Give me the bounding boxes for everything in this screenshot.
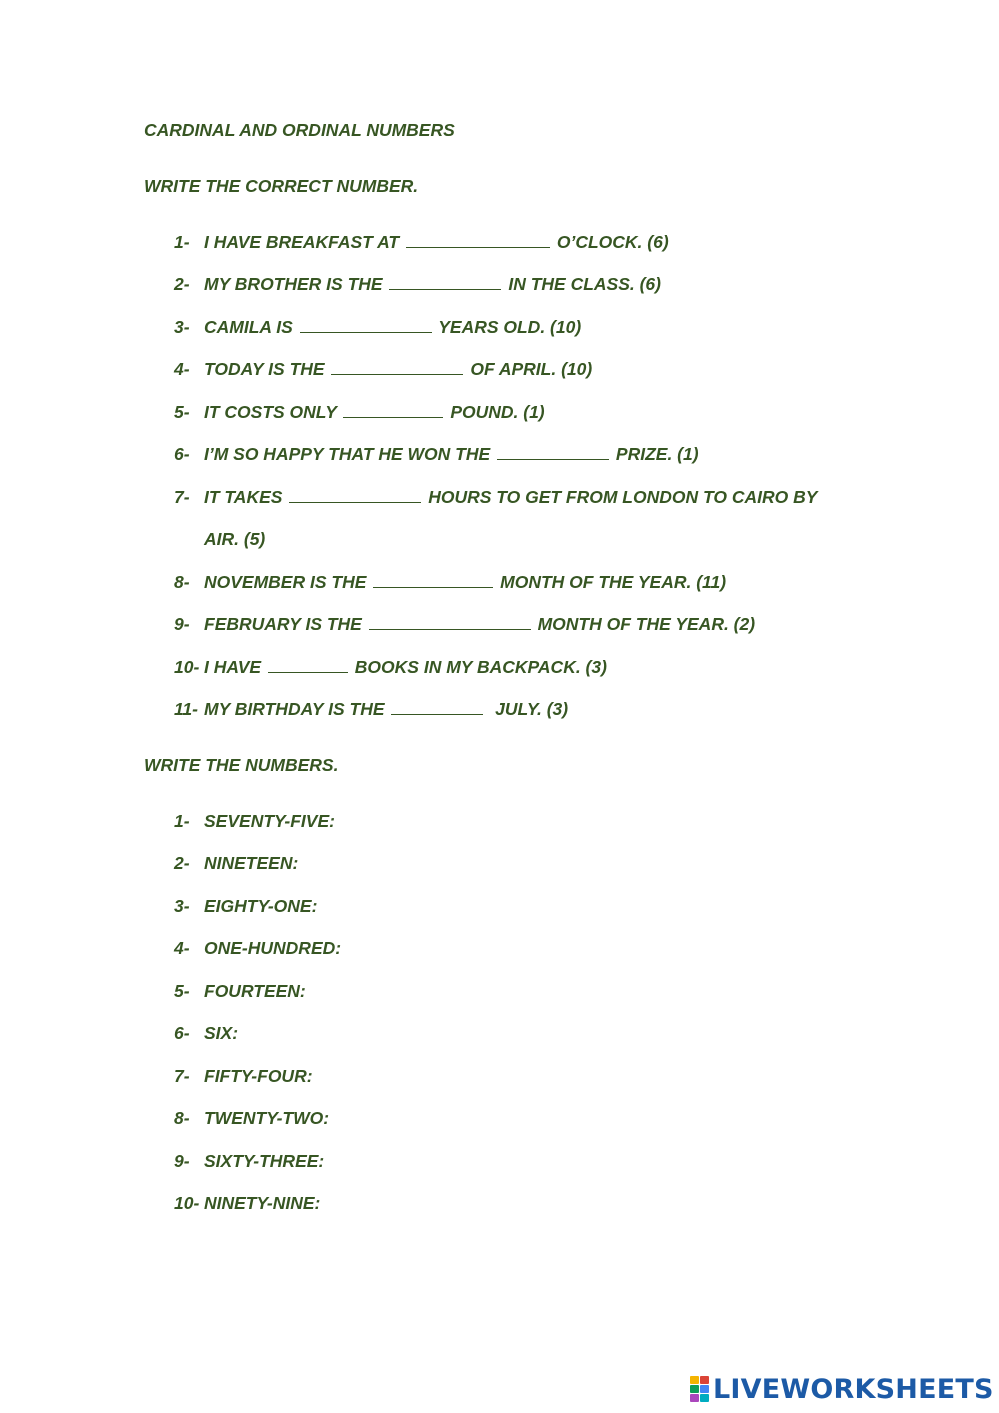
item-number: 1- — [174, 232, 190, 252]
section1-heading: WRITE THE CORRECT NUMBER. — [144, 176, 419, 196]
item-number: 9- — [174, 1151, 190, 1171]
worksheet-title: CARDINAL AND ORDINAL NUMBERS — [144, 120, 455, 140]
logo-block — [690, 1376, 699, 1384]
logo-mark-icon — [690, 1376, 709, 1402]
answer-blank[interactable] — [373, 572, 493, 588]
number-word: FIFTY-FOUR: — [204, 1066, 313, 1086]
answer-blank[interactable] — [289, 487, 421, 503]
item-number: 4- — [174, 938, 190, 958]
item-number: 8- — [174, 1108, 190, 1128]
item-pre: IT TAKES — [204, 487, 283, 507]
item-post: OF APRIL. (10) — [470, 359, 593, 379]
item-number: 10- — [174, 1193, 200, 1213]
item-text — [204, 698, 568, 720]
item-post: POUND. (1) — [450, 402, 545, 422]
item-pre: CAMILA IS — [204, 317, 293, 337]
item-number: 7- — [174, 1066, 190, 1086]
item-pre: MY BROTHER IS THE — [204, 274, 383, 294]
item-post: O’CLOCK. (6) — [556, 232, 669, 252]
answer-blank[interactable] — [300, 317, 432, 333]
item-text — [204, 401, 545, 423]
number-word: NINETY-NINE: — [204, 1193, 321, 1213]
answer-blank[interactable] — [369, 614, 531, 630]
number-word: ONE-HUNDRED: — [204, 938, 342, 958]
item-pre: TODAY IS THE — [204, 359, 325, 379]
answer-blank[interactable] — [343, 402, 443, 418]
item-post: PRIZE. (1) — [615, 444, 699, 464]
item-pre: I HAVE — [204, 657, 262, 677]
item-pre: MY BIRTHDAY IS THE — [204, 699, 385, 719]
item-text — [204, 613, 755, 635]
item-pre: IT COSTS ONLY — [204, 402, 337, 422]
item-text — [204, 316, 581, 338]
number-word: EIGHTY-ONE: — [204, 896, 318, 916]
answer-blank[interactable] — [406, 232, 550, 248]
item-post: JULY. (3) — [495, 699, 569, 719]
item-text — [204, 571, 726, 593]
item-number: 7- — [174, 487, 190, 507]
item-post: IN THE CLASS. (6) — [508, 274, 661, 294]
number-word: NINETEEN: — [204, 853, 299, 873]
item-number: 2- — [174, 274, 190, 294]
logo-block — [690, 1394, 699, 1402]
item-text — [204, 486, 817, 508]
item-post: HOURS TO GET FROM LONDON TO CAIRO BY — [428, 487, 818, 507]
item-text — [204, 443, 699, 465]
section2-heading: WRITE THE NUMBERS. — [144, 755, 339, 775]
item-text — [204, 358, 592, 380]
item-number: 3- — [174, 896, 190, 916]
item-post: YEARS OLD. (10) — [438, 317, 582, 337]
item-number: 5- — [174, 981, 190, 1001]
liveworksheets-logo — [690, 1372, 994, 1406]
item-number: 8- — [174, 572, 190, 592]
item-number: 11- — [174, 699, 198, 719]
item-number: 1- — [174, 811, 190, 831]
number-word: FOURTEEN: — [204, 981, 306, 1001]
number-word: SIX: — [204, 1023, 239, 1043]
answer-blank[interactable] — [391, 699, 483, 715]
item-pre: I’M SO HAPPY THAT HE WON THE — [204, 444, 491, 464]
item-post: MONTH OF THE YEAR. (2) — [537, 614, 756, 634]
number-word: SEVENTY-FIVE: — [204, 811, 335, 831]
logo-block — [690, 1385, 699, 1393]
item-post: MONTH OF THE YEAR. (11) — [500, 572, 727, 592]
logo-block — [700, 1394, 709, 1402]
number-word: SIXTY-THREE: — [204, 1151, 325, 1171]
item-number: 3- — [174, 317, 190, 337]
item-number: 6- — [174, 1023, 190, 1043]
item-number: 5- — [174, 402, 190, 422]
answer-blank[interactable] — [389, 274, 501, 290]
item-post: BOOKS IN MY BACKPACK. (3) — [354, 657, 607, 677]
item-pre: I HAVE BREAKFAST AT — [204, 232, 400, 252]
item-pre: FEBRUARY IS THE — [204, 614, 362, 634]
logo-block — [700, 1376, 709, 1384]
item-number: 2- — [174, 853, 190, 873]
answer-blank[interactable] — [497, 444, 609, 460]
item-number: 10- — [174, 657, 200, 677]
item-continuation: AIR. (5) — [204, 529, 266, 549]
logo-block — [700, 1385, 709, 1393]
item-number: 9- — [174, 614, 190, 634]
item-text — [204, 656, 607, 678]
answer-blank[interactable] — [268, 657, 348, 673]
item-text — [204, 273, 661, 295]
logo-text: LIVEWORKSHEETS — [713, 1373, 994, 1405]
item-number: 6- — [174, 444, 190, 464]
item-number: 4- — [174, 359, 190, 379]
item-pre: NOVEMBER IS THE — [204, 572, 367, 592]
number-word: TWENTY-TWO: — [204, 1108, 330, 1128]
item-text — [204, 231, 669, 253]
answer-blank[interactable] — [331, 359, 463, 375]
